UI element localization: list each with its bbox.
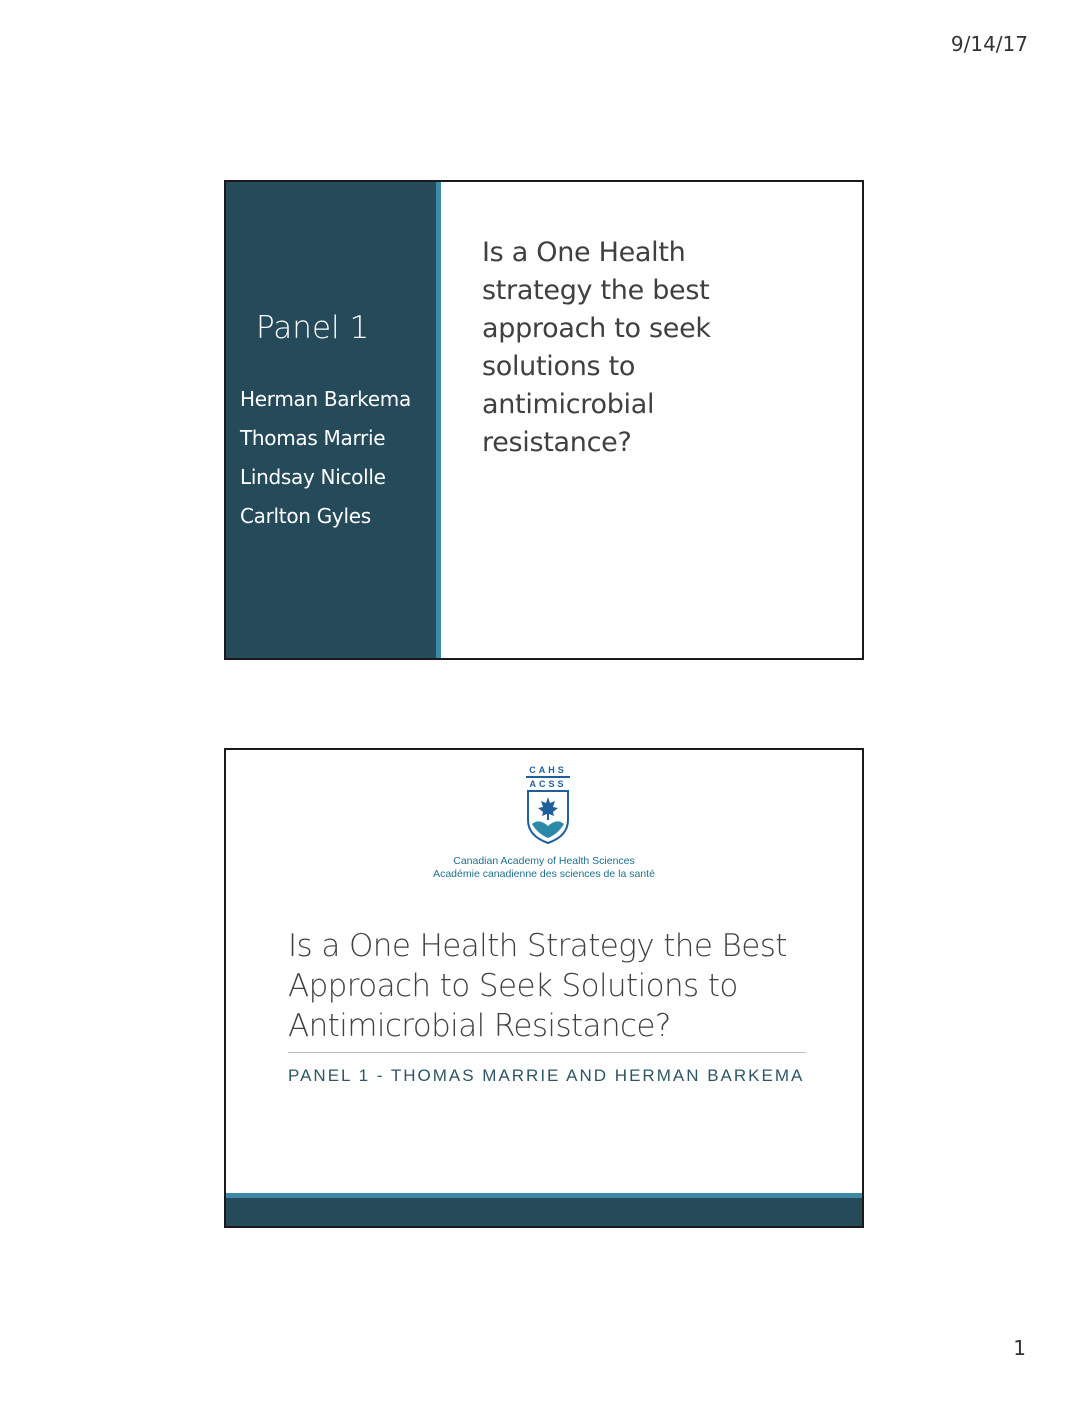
title-line: Antimicrobial Resistance? xyxy=(288,1008,671,1044)
slide-title xyxy=(288,926,828,1046)
slide-2 xyxy=(224,748,864,1228)
title-divider xyxy=(288,1052,806,1053)
slide-1 xyxy=(224,180,864,660)
title-line: Is a One Health Strategy the Best xyxy=(288,928,787,964)
question-line: approach to seek xyxy=(482,313,711,344)
organization-name-fr: Académie canadienne des sciences de la santé xyxy=(433,868,655,880)
logo-bottom-letters: ACSS xyxy=(529,779,567,789)
slide-1-accent-stripe xyxy=(436,182,441,658)
page-number: 1 xyxy=(1013,1336,1026,1360)
panelist-name: Lindsay Nicolle xyxy=(240,465,386,489)
organization-name-en: Canadian Academy of Health Sciences xyxy=(453,855,635,867)
cahs-acss-shield-logo xyxy=(525,764,571,844)
panel-question xyxy=(482,234,812,462)
panelist-list xyxy=(240,382,411,538)
slide-2-footer-band xyxy=(226,1198,862,1226)
panelist-name: Thomas Marrie xyxy=(240,426,386,450)
question-line: solutions to xyxy=(482,351,636,382)
question-line: antimicrobial xyxy=(482,389,655,420)
logo-top-letters: CAHS xyxy=(529,765,567,775)
panel-title: Panel 1 xyxy=(256,310,370,346)
organization-name xyxy=(226,855,862,881)
question-line: strategy the best xyxy=(482,275,710,306)
title-line: Approach to Seek Solutions to xyxy=(288,968,738,1004)
question-line: resistance? xyxy=(482,427,632,458)
question-line: Is a One Health xyxy=(482,237,686,268)
panelist-name: Herman Barkema xyxy=(240,387,411,411)
panelist-name: Carlton Gyles xyxy=(240,504,371,528)
page-date: 9/14/17 xyxy=(950,32,1028,56)
slide-subtitle: PANEL 1 - THOMAS MARRIE AND HERMAN BARKEMA xyxy=(288,1066,805,1085)
